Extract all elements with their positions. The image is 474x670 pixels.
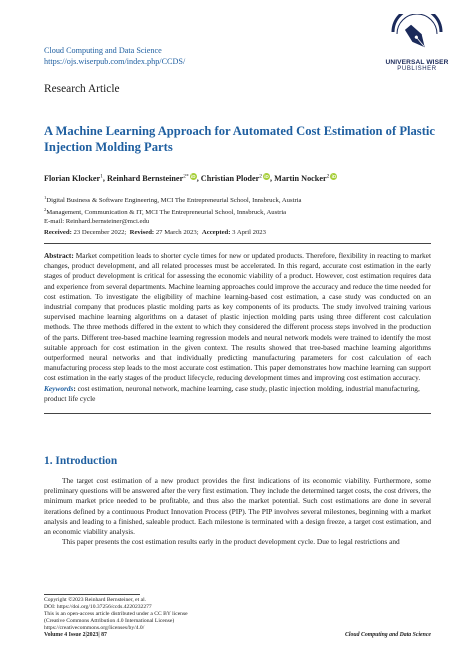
author-separator: ,	[196, 174, 201, 183]
author-list	[44, 173, 454, 183]
affiliation-item	[44, 193, 302, 205]
author-affil-sup: 2	[259, 173, 262, 180]
affiliation-text: Management, Communication & IT, MCI The Entrepreneurial School, Innsbruck, Austria	[46, 209, 287, 217]
author-separator: ,	[102, 174, 108, 183]
author-affil-sup: 2	[326, 173, 330, 180]
affiliation-item	[44, 205, 302, 217]
page-footer-journal: Cloud Computing and Data Science	[345, 632, 431, 638]
article-type: Research Article	[44, 83, 120, 95]
abstract	[44, 251, 431, 384]
divider	[44, 413, 431, 414]
journal-name: Cloud Computing and Data Science	[44, 46, 162, 55]
author-affil-sup: 2*	[183, 173, 189, 180]
revised-label: Revised:	[129, 229, 155, 236]
keywords-label: Keywords	[44, 384, 74, 393]
paper-title: A Machine Learning Approach for Automated Cost Estimation of Plastic Injection Molding Parts	[44, 124, 435, 154]
publisher-logo-line2: PUBLISHER	[397, 66, 437, 72]
author-name: Martin Nocker	[274, 174, 327, 183]
license-line: (Creative Commons Attribution 4.0 International License)	[44, 618, 175, 624]
author-name: Florian Klocker	[44, 174, 101, 183]
affiliation-text: Digital Business & Software Engineering, MCI The Entrepreneurial School, Innsbruck, Austria	[46, 197, 302, 205]
section-heading: 1. Introduction	[44, 455, 118, 467]
fountain-pen-logo-icon	[388, 14, 446, 58]
author-name: Christian Ploder	[200, 174, 260, 183]
journal-header	[44, 45, 185, 67]
affiliations	[44, 193, 302, 226]
accepted-label: Accepted:	[201, 229, 231, 236]
revised-date: 27 March 2023;	[155, 229, 199, 236]
article-dates	[44, 229, 266, 236]
abstract-text: Market competition leads to shorter cycle times for new or updated products. Therefore, flexibility in reacting to market changes, product development, and all related processes must be accelerated. In this regard, accurate cost estimation in the early stages of product development is critical for assessing the economic viability of a product. However, cost estimation requires data and experience from several departments. Machine learning approaches could improve the accuracy and reduce the time needed for cost estimation. To investigate the eligibility of machine learning-based cost estimation, a case study was conducted on an industrial company that produces plastic molding parts as key components of its products. The study involved training various supervised machine learning algorithms on a dataset of plastic injection molding parts using three different cost calculation methods. The three methods differed in the extent to which they considered the different process steps involved in the production of the parts. Different tree-based machine learning regression models and neural network models were trained to identify the most suitable approach for cost estimation in the given context. The results showed that tree-based machine learning algorithms outperformed neural networks and that individually predicting manufacturing parameters for cost calculation of each manufacturing process step leads to the most accurate cost estimation. This paper demonstrates how machine learning can support cost estimation in the early stages of the product lifecycle, reducing development times and improving cost estimation accuracy.	[44, 251, 431, 383]
body-paragraph: This paper presents the cost estimation results early in the product development cycle. Due to legal restrictions and	[62, 537, 400, 547]
publisher-logo	[374, 14, 460, 72]
divider	[44, 243, 431, 244]
author-name: Reinhard Bernsteiner	[107, 174, 184, 183]
received-label: Received:	[44, 229, 72, 236]
doi-link[interactable]: DOI: https://doi.org/10.37256/ccds.4220232277	[44, 604, 152, 610]
affiliation-sup: 2	[44, 207, 47, 213]
page-footer-volume: Volume 4 Issue 2|2023| 87	[44, 632, 107, 638]
copyright-line: Copyright ©2023 Reinhard Bernsteiner, et al.	[44, 597, 147, 603]
abstract-label: Abstract:	[44, 251, 74, 260]
body-paragraph: The target cost estimation of a new product provides the first indications of its economic viability. Furthermore, some preliminary questions will be answered after the very first estimation. They include the determined target costs, the cost drivers, the minimum market price needed to be profitable, and thus also the market potential. Such cost estimations are done in several iterations defined by a continuous Product Innovation Process (PIP). The PIP involves several milestones, beginning with a market analysis and leading to a finished, saleable product. Each milestone is terminated with a design freeze, a target cost estimation, and an economic viability analysis.	[44, 476, 431, 537]
copyright-footnote	[44, 597, 188, 632]
contact-email[interactable]: E-mail: Reinhard.bernsteiner@mci.edu	[44, 218, 150, 226]
author-separator: ,	[270, 174, 275, 183]
accepted-date: 3 April 2023	[232, 229, 266, 236]
keywords-text: cost estimation, neuronal network, machine learning, case study, plastic injection molding, industrial manufacturing, product life cycle	[44, 384, 420, 404]
received-date: 23 December 2022;	[73, 229, 127, 236]
publisher-logo-line1: UNIVERSAL WISER	[385, 59, 449, 66]
journal-url-link[interactable]: https://ojs.wiserpub.com/index.php/CCDS/	[44, 57, 186, 66]
orcid-icon[interactable]: iD	[190, 174, 196, 179]
license-link[interactable]: https://creativecommons.org/licenses/by/4.0/	[44, 625, 145, 631]
footnote-rule	[44, 594, 140, 595]
keywords: Keywords: cost estimation, neuronal network, machine learning, case study, plastic injection molding, industrial manufacturing, product life cycle	[44, 384, 420, 404]
affiliation-sup: 1	[44, 195, 47, 200]
author-affil-sup: 1	[100, 173, 103, 180]
section-body	[44, 476, 431, 547]
orcid-icon[interactable]: iD	[331, 174, 337, 179]
orcid-icon[interactable]: iD	[264, 174, 269, 179]
license-line: This is an open-access article distributed under a CC BY license	[44, 611, 188, 617]
